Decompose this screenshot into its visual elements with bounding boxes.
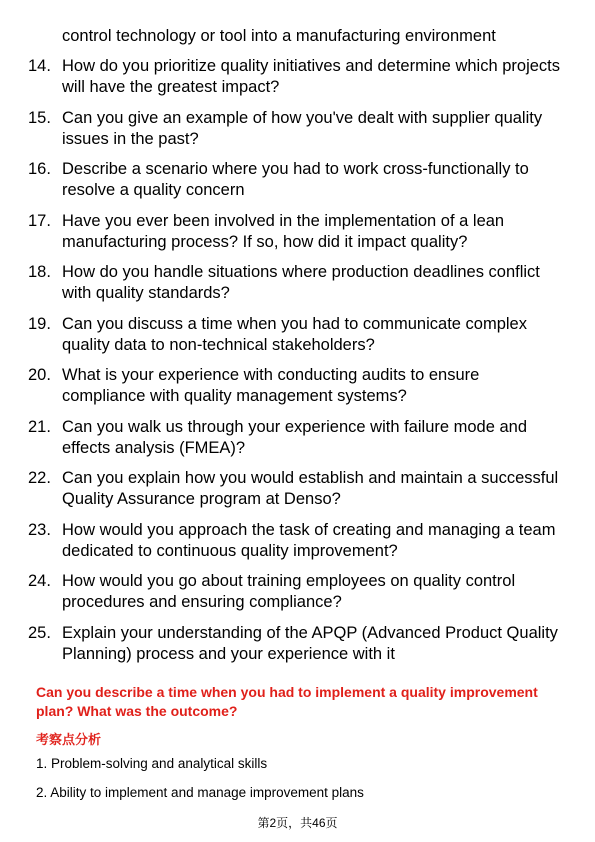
question-list [0, 56, 595, 674]
question-number: 15. [28, 108, 51, 127]
page-footer: 第2页，共46页 [257, 816, 338, 830]
question-number: 25. [28, 623, 51, 642]
question-number: 21. [28, 417, 51, 436]
question-text: Can you give an example of how you've dealt with supplier quality issues in the past? [62, 108, 543, 148]
question-number: 23. [28, 520, 51, 539]
question-number: 20. [28, 366, 51, 384]
question-text: Can you discuss a time when you had to communicate complex quality data to non-technical stakeholders? [62, 314, 527, 354]
question-item [0, 314, 595, 366]
question-text: How do you prioritize quality initiatives and determine which projects will have the greatest impact? [62, 57, 560, 96]
question-item [0, 365, 595, 417]
question-number: 22. [28, 469, 51, 487]
question-number: 18. [28, 263, 51, 281]
question-number: 24. [28, 572, 51, 590]
question-text: Describe a scenario where you had to work cross-functionally to resolve a quality concern [62, 160, 529, 199]
question-text: Can you explain how you would establish and maintain a successful Quality Assurance program at Denso? [62, 469, 559, 508]
question-item [0, 56, 595, 108]
question-item [0, 623, 595, 675]
question-item [0, 417, 595, 469]
highlight-question: Can you describe a time when you had to implement a quality improvement plan? What was the outcome? [36, 684, 538, 719]
question-item [0, 520, 595, 572]
question-text: Have you ever been involved in the implementation of a lean manufacturing process? If so, how did it impact quality? [62, 211, 505, 251]
question-item [0, 571, 595, 623]
analysis-points-list [36, 755, 364, 813]
question-item [0, 468, 595, 520]
question-item [0, 262, 595, 314]
question-number: 16. [28, 160, 51, 178]
question-text: How would you go about training employees on quality control procedures and ensuring compliance? [62, 572, 516, 611]
section-heading: 考察点分析 [36, 732, 102, 747]
question-text: How would you approach the task of creating and managing a team dedicated to continuous quality improvement? [62, 520, 556, 560]
question-number: 19. [28, 314, 51, 333]
question-text: What is your experience with conducting audits to ensure compliance with quality management systems? [62, 366, 480, 405]
question-text: Can you walk us through your experience with failure mode and effects analysis (FMEA)? [62, 417, 528, 457]
question-text: How do you handle situations where production deadlines conflict with quality standards? [62, 263, 540, 302]
analysis-point: 1. Problem-solving and analytical skills [36, 756, 268, 771]
question-item [0, 108, 595, 160]
question-number: 14. [28, 57, 51, 75]
analysis-point: 2. Ability to implement and manage improvement plans [36, 785, 364, 800]
question-item [0, 159, 595, 211]
question-text: Explain your understanding of the APQP (Advanced Product Quality Planning) process and your experience with it [62, 623, 558, 663]
continuation-text: control technology or tool into a manufacturing environment [62, 27, 496, 45]
question-item [0, 211, 595, 263]
question-number: 17. [28, 211, 51, 230]
